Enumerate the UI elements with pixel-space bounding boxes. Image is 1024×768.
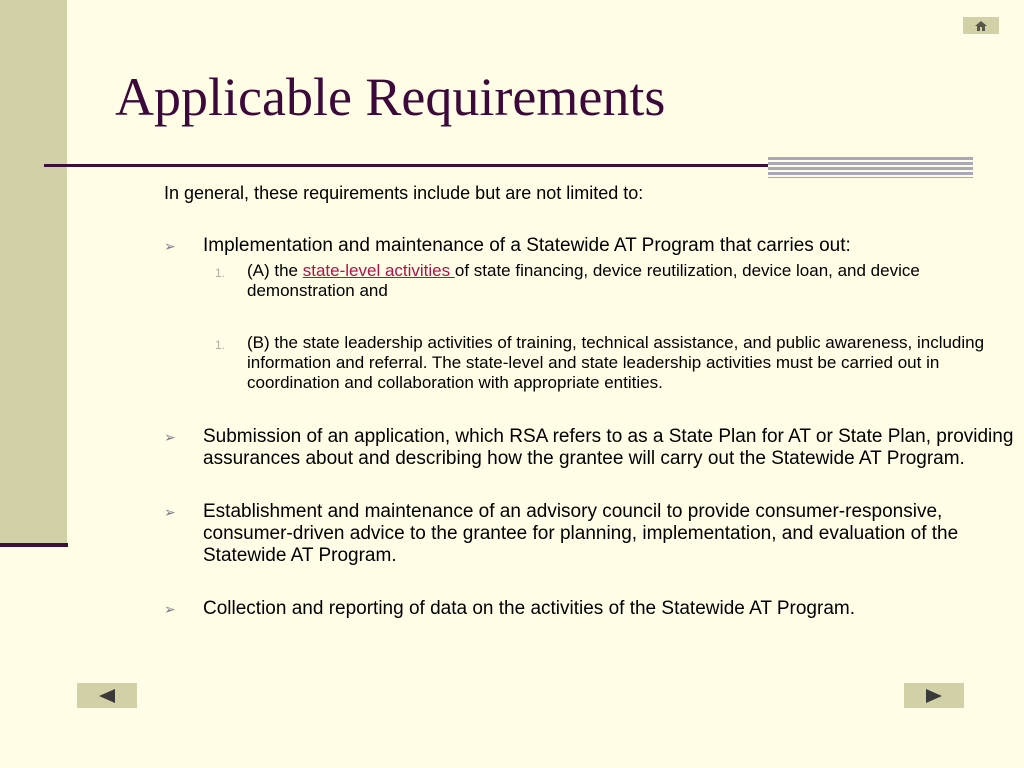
bullet-text: Implementation and maintenance of a Statewide AT Program that carries out:	[203, 235, 851, 256]
sub-item-number: 1.	[215, 338, 226, 352]
list-item	[164, 598, 1019, 620]
arrow-right-icon	[924, 688, 944, 704]
sub-item-text-post: of state financing, device reutilization, device loan, and device demonstration and	[247, 261, 920, 300]
arrow-left-icon	[97, 688, 117, 704]
sub-item-text-pre: (A) the	[247, 261, 303, 280]
previous-slide-button[interactable]	[77, 683, 137, 708]
left-accent-band	[0, 0, 67, 545]
bullet-text: Submission of an application, which RSA refers to as a State Plan for AT or State Plan, providing assurances about and describing how the grantee will carry out the Statewide AT Program.	[203, 426, 1014, 469]
list-item	[164, 501, 1019, 567]
intro-text: In general, these requirements include but are not limited to:	[164, 183, 644, 203]
bullet-arrow-icon: ➢	[164, 601, 176, 617]
title-divider	[44, 164, 774, 167]
bullet-text: Collection and reporting of data on the activities of the Statewide AT Program.	[203, 598, 856, 619]
state-level-activities-link[interactable]: state-level activities	[302, 261, 455, 280]
home-button[interactable]	[963, 17, 999, 34]
bullet-arrow-icon: ➢	[164, 429, 176, 445]
bullet-arrow-icon: ➢	[164, 504, 176, 520]
page-title: Applicable Requirements	[115, 67, 666, 127]
slide-body	[164, 182, 1019, 620]
title-divider-stripes	[768, 157, 973, 178]
sub-item	[164, 333, 1019, 393]
sub-item	[164, 261, 1019, 301]
list-item	[164, 235, 1019, 393]
bullet-text: Establishment and maintenance of an advisory council to provide consumer-responsive, consumer-driven advice to the grantee for planning, implementation, and evaluation of the Statewide AT Program.	[203, 501, 959, 566]
sub-item-number: 1.	[215, 266, 226, 280]
home-icon	[974, 20, 988, 32]
left-accent-line	[0, 543, 68, 547]
list-item	[164, 426, 1019, 470]
next-slide-button[interactable]	[904, 683, 964, 708]
sub-item-text: (B) the state leadership activities of training, technical assistance, and public awareness, including information and referral. The state-level and state leadership activities must be carried out in coordination and collaboration with appropriate entities.	[247, 333, 985, 392]
bullet-arrow-icon: ➢	[164, 238, 176, 254]
